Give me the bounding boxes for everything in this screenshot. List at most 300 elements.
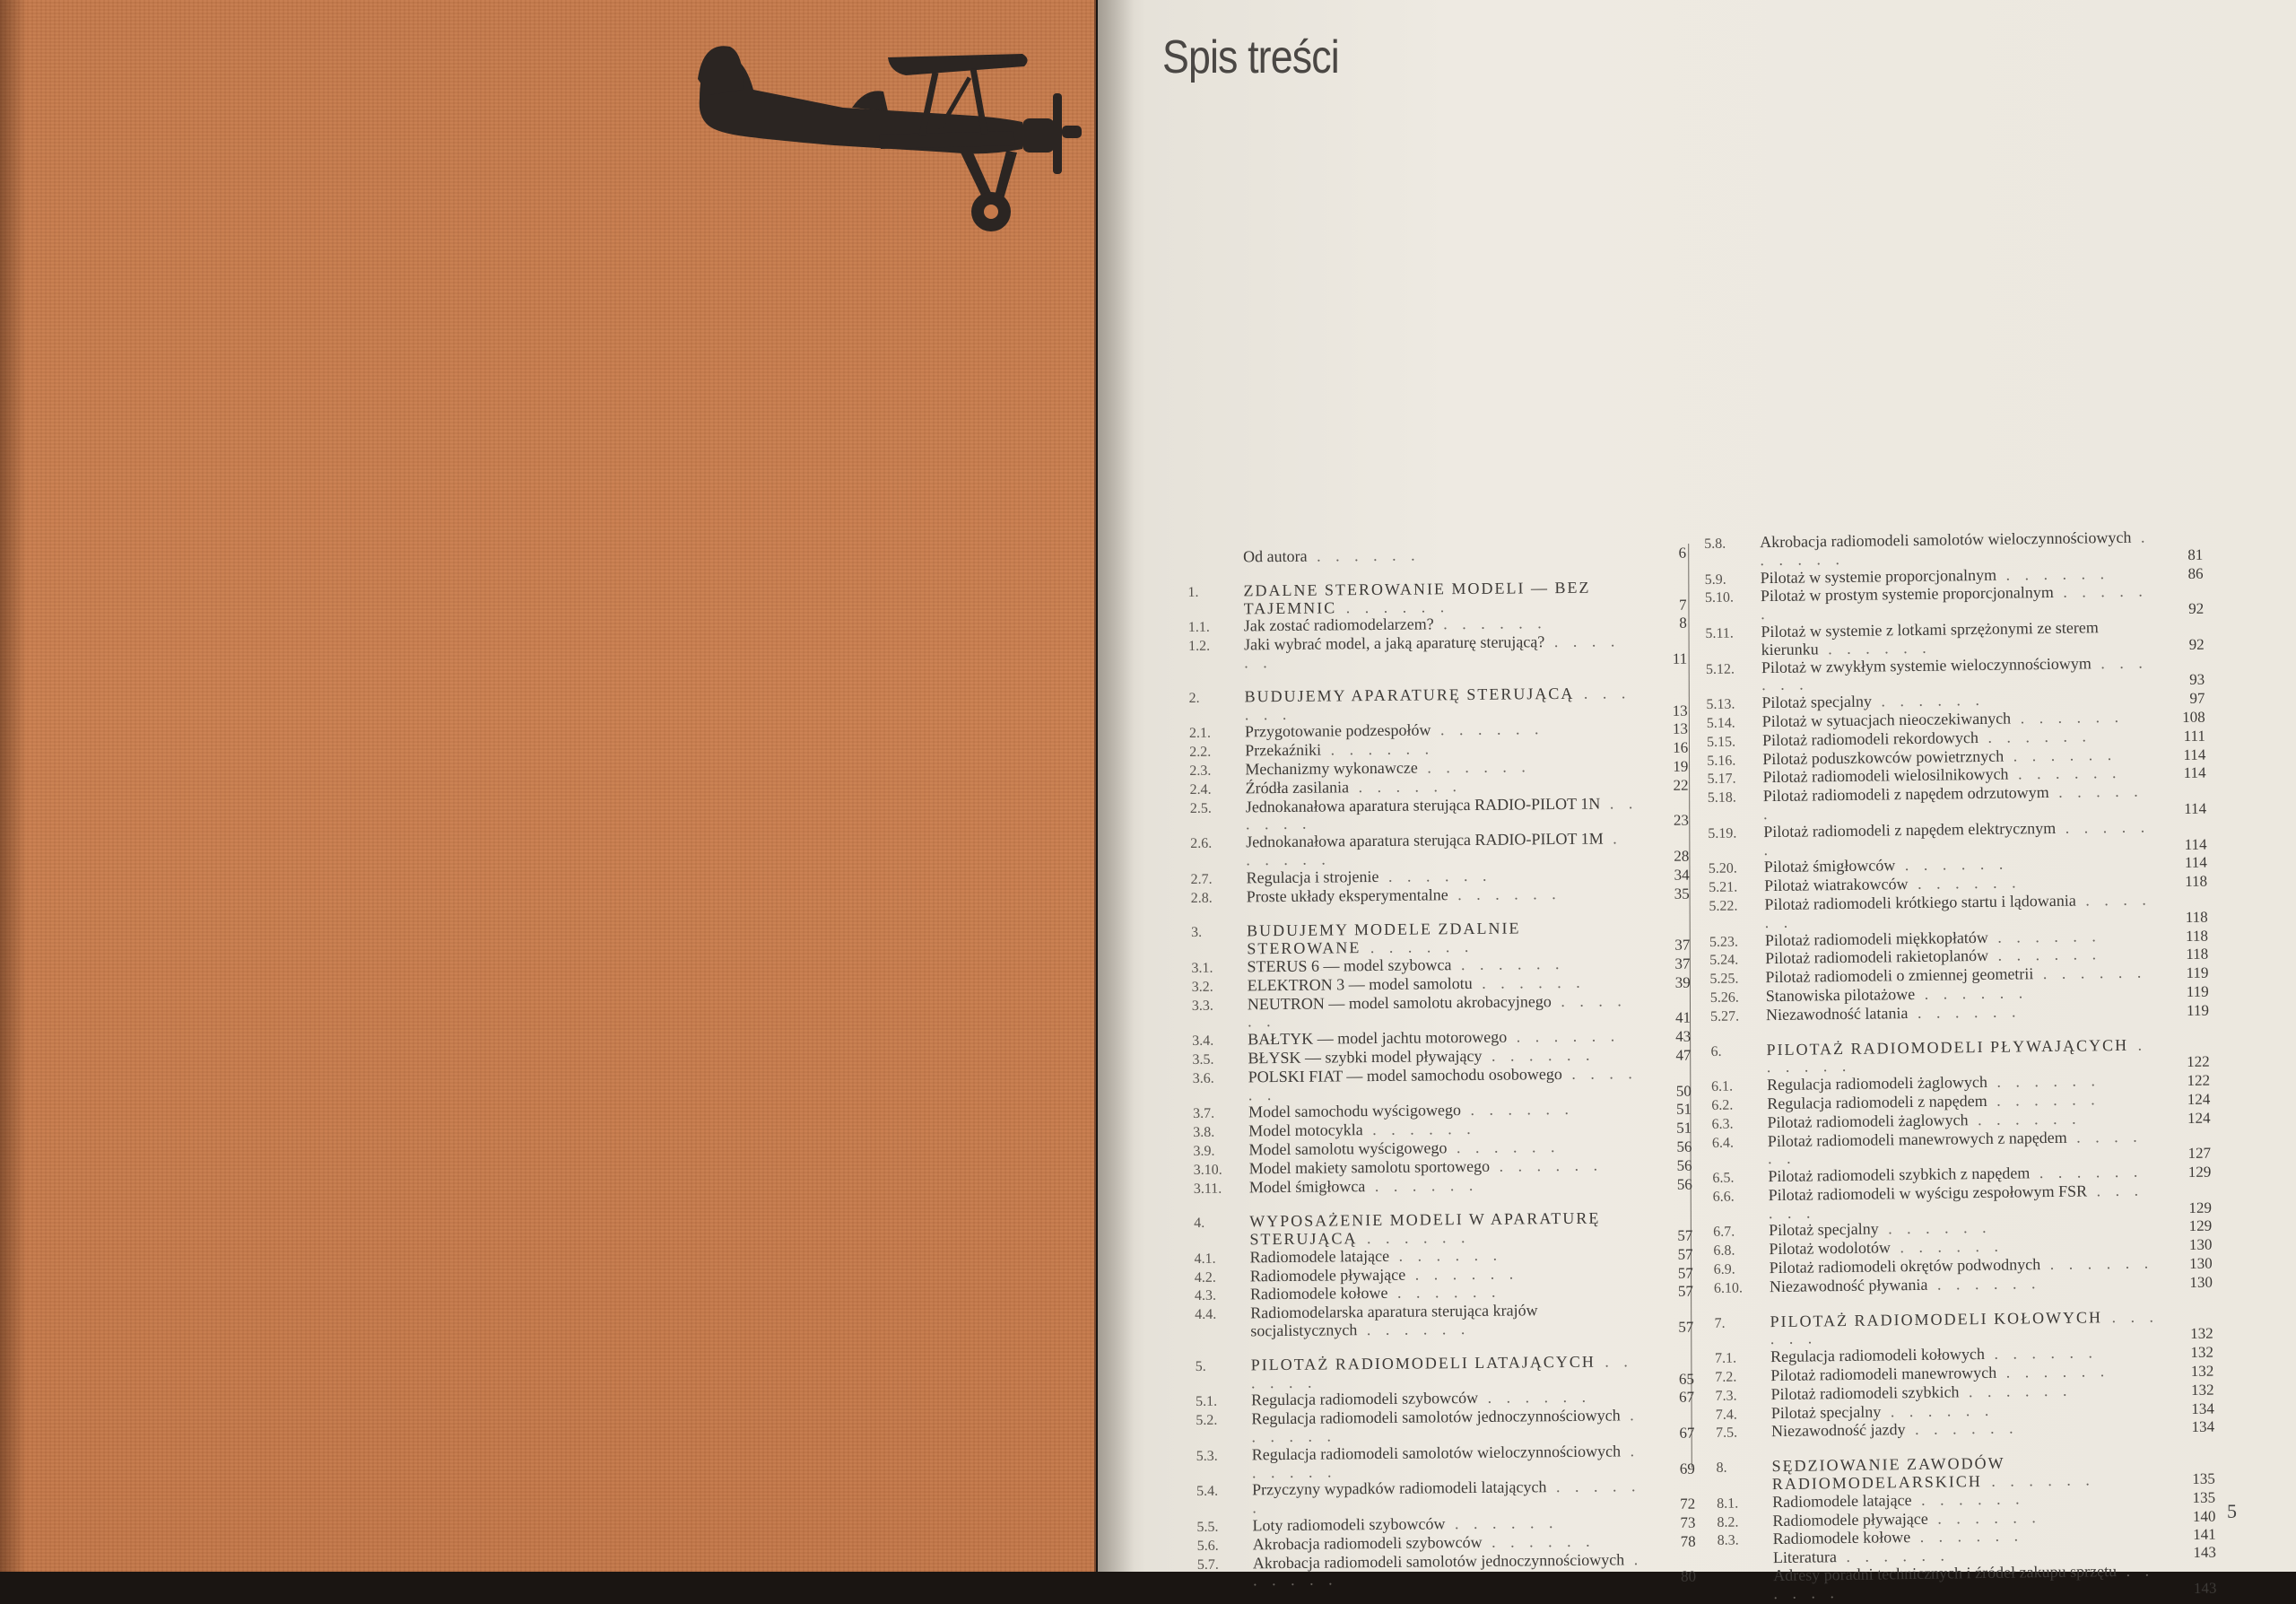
leader-dots: . . . . . . bbox=[1245, 793, 1639, 833]
toc-entry-number: 5.6. bbox=[1196, 1538, 1219, 1554]
toc-entry-page: 143 bbox=[2193, 1579, 2217, 1597]
toc-entry-title-text: Pilotaż śmigłowców bbox=[1763, 856, 1896, 876]
leader-dots: . . . . . . bbox=[1890, 1236, 2005, 1257]
toc-entry-page: 141 bbox=[2193, 1526, 2216, 1544]
toc-entry-number: 6.4. bbox=[1711, 1135, 1734, 1151]
toc-entry-title-text: Radiomodele pływające bbox=[1249, 1265, 1406, 1286]
toc-entry-page: 16 bbox=[1673, 738, 1689, 756]
toc-entry-number: 5.14. bbox=[1706, 715, 1735, 731]
toc-entry-number: 6.8. bbox=[1713, 1242, 1735, 1260]
toc-entry bbox=[1190, 830, 1692, 870]
leader-dots: . . . . . . bbox=[1252, 1477, 1641, 1517]
toc-entry-number: 2. bbox=[1188, 690, 1200, 706]
leader-dots: . . . . . . bbox=[2004, 745, 2118, 765]
toc-chapter-entry bbox=[1191, 919, 1693, 959]
toc-entry-page: 119 bbox=[2186, 982, 2209, 1000]
toc-entry-page: 8 bbox=[1679, 615, 1687, 632]
toc-entry-page: 50 bbox=[1675, 1082, 1692, 1100]
toc-entry-title-text: Pilotaż radiomodeli rekordowych bbox=[1761, 728, 1979, 749]
toc-entry-title-text: Regulacja radiomodeli samolotów jednoczynnościowych bbox=[1251, 1406, 1621, 1428]
toc-entry-title-text: Pilotaż w systemie proporcjonalnym bbox=[1760, 565, 1997, 587]
toc-entry-number: 5.21. bbox=[1709, 879, 1738, 896]
leader-dots: . . . . . . bbox=[1987, 1071, 2101, 1092]
toc-entry-page: 140 bbox=[2192, 1507, 2216, 1525]
toc-entry-page: 114 bbox=[2183, 745, 2206, 763]
leader-dots: . . . . . . bbox=[1878, 1218, 1992, 1239]
toc-entry-page: 135 bbox=[2192, 1469, 2215, 1488]
toc-entry-page: 132 bbox=[2190, 1362, 2214, 1381]
toc-entry-number: 6.7. bbox=[1713, 1225, 1735, 1241]
toc-entry-number: 5.16. bbox=[1707, 753, 1736, 769]
toc-entry-page: 69 bbox=[1679, 1460, 1695, 1478]
toc-entry-title bbox=[1251, 1407, 1649, 1446]
leader-dots: . . . . . . bbox=[1387, 1283, 1501, 1303]
leader-dots: . . . . . . bbox=[1357, 1228, 1471, 1248]
toc-entry-title-text: Pilotaż radiomodeli rakietoplanów bbox=[1765, 946, 1989, 968]
leader-dots: . . . . . . bbox=[1365, 1175, 1479, 1195]
toc-entry-page: 93 bbox=[2189, 671, 2205, 689]
toc-entry-title-text: Przyczyny wypadków radiomodeli latających bbox=[1251, 1478, 1547, 1499]
toc-entry bbox=[1188, 632, 1691, 673]
toc-entry-page: 130 bbox=[2189, 1254, 2213, 1273]
leader-dots: . . . . . . bbox=[1460, 1100, 1575, 1120]
leader-dots: . . . . . . bbox=[1417, 757, 1531, 777]
toc-entry-page: 67 bbox=[1679, 1424, 1695, 1442]
toc-entry-page: 134 bbox=[2191, 1418, 2215, 1436]
toc-entry-number: 5.3. bbox=[1196, 1448, 1218, 1464]
leader-dots: . . . . . . bbox=[1248, 1063, 1638, 1103]
toc-entry-title-text: Mechanizmy wykonawcze bbox=[1245, 758, 1418, 779]
leader-dots: . . . . . . bbox=[1981, 1470, 2095, 1491]
toc-entry-number: 6. bbox=[1710, 1043, 1722, 1059]
book-cover bbox=[0, 0, 1096, 1572]
toc-entry-title-text: Pilotaż specjalny bbox=[1769, 1220, 1879, 1240]
leader-dots: . . . . . . bbox=[2030, 1162, 2144, 1182]
toc-entry-title-text: PILOTAŻ RADIOMODELI PŁYWAJĄCYCH bbox=[1766, 1035, 2129, 1059]
toc-entry-page: 127 bbox=[2187, 1144, 2212, 1163]
leader-dots: . . . . . . bbox=[1405, 1264, 1519, 1284]
toc-entry-number bbox=[1187, 548, 1243, 566]
toc-entry-page: 80 bbox=[1680, 1568, 1697, 1586]
toc-entry-page: 67 bbox=[1679, 1389, 1695, 1407]
toc-entry-title-text: Pilotaż w prostym systemie proporcjonalnym bbox=[1760, 583, 2054, 606]
toc-entry bbox=[1718, 1562, 2220, 1604]
leader-dots: . . . . . . bbox=[1764, 890, 2152, 931]
toc-entry bbox=[1190, 794, 1692, 834]
toc-entry-page: 130 bbox=[2189, 1273, 2213, 1291]
leader-dots: . . . . . . bbox=[1881, 1400, 1995, 1421]
leader-dots: . . . . . . bbox=[1445, 1513, 1559, 1533]
toc-entry-title-text: Literatura bbox=[1772, 1547, 1838, 1567]
toc-entry-number: 4.4. bbox=[1195, 1307, 1217, 1323]
toc-right-column bbox=[1704, 528, 2221, 1604]
toc-entry-page: 23 bbox=[1673, 812, 1690, 830]
leader-dots: . . . . . . bbox=[2039, 1253, 2154, 1274]
toc-entry-number: 8. bbox=[1716, 1460, 1727, 1477]
leader-dots: . . . . . . bbox=[1908, 873, 2022, 894]
toc-entry-page: 73 bbox=[1680, 1513, 1696, 1531]
toc-entry-title-text: Regulacja i strojenie bbox=[1246, 867, 1379, 887]
leader-dots: . . . . . . bbox=[1766, 1035, 2148, 1077]
toc-entry-number: 6.9. bbox=[1713, 1261, 1735, 1278]
toc-entry-page: 47 bbox=[1675, 1046, 1692, 1064]
toc-entry-title bbox=[1763, 818, 2161, 859]
toc-entry-title-text: ZDALNE STEROWANIE MODELI — BEZ TAJEMNIC bbox=[1243, 578, 1591, 617]
toc-entry-page: 57 bbox=[1678, 1318, 1694, 1336]
leader-dots: . . . . . . bbox=[1761, 653, 2148, 694]
toc-entry-title bbox=[1770, 1273, 2168, 1297]
toc-entry-page: 92 bbox=[2188, 599, 2205, 618]
toc-entry-title-text: Pilotaż radiomodeli żaglowych bbox=[1767, 1110, 1969, 1131]
toc-entry-number: 6.2. bbox=[1711, 1097, 1734, 1113]
toc-entry-number: 5.27. bbox=[1709, 1008, 1740, 1024]
toc-entry-number: 3.6. bbox=[1192, 1070, 1214, 1086]
toc-entry-title-text: Pilotaż radiomodeli o zmiennej geometrii bbox=[1765, 964, 2034, 987]
toc-entry-number: 4.1. bbox=[1194, 1251, 1216, 1267]
toc-entry-page: 114 bbox=[2184, 854, 2207, 872]
toc-entry bbox=[1192, 991, 1694, 1032]
toc-entry-title bbox=[1764, 891, 2162, 931]
toc-entry-page: 56 bbox=[1676, 1175, 1692, 1193]
toc-entry-number: 5.11. bbox=[1705, 625, 1734, 641]
toc-chapter-entry bbox=[1188, 684, 1691, 724]
toc-entry-title-text: Regulacja radiomodeli z napędem bbox=[1767, 1091, 1987, 1113]
toc-entry-title-text: Niezawodność pływania bbox=[1769, 1275, 1928, 1295]
leader-dots: . . . . . . bbox=[1357, 1320, 1471, 1339]
toc-entry-title bbox=[1244, 684, 1642, 724]
toc-entry-number: 5.22. bbox=[1709, 898, 1738, 914]
leader-dots: . . . . . . bbox=[1250, 1352, 1633, 1392]
toc-entry-title-text: NEUTRON — model samolotu akrobacyjnego bbox=[1247, 991, 1552, 1013]
toc-entry-number: 2.3. bbox=[1189, 763, 1212, 779]
toc-entry-number: 5.4. bbox=[1196, 1484, 1219, 1500]
toc-entry-title bbox=[1247, 885, 1645, 907]
leader-dots: . . . . . . bbox=[1908, 1002, 2022, 1022]
toc-entry-number: 2.5. bbox=[1189, 800, 1212, 816]
toc-entry-page: 111 bbox=[2183, 727, 2206, 745]
toc-entry-page: 37 bbox=[1674, 936, 1691, 954]
toc-entry-number: 3.1. bbox=[1191, 960, 1213, 976]
toc-entry-title bbox=[1773, 1562, 2171, 1602]
toc-entry bbox=[1193, 1064, 1695, 1104]
toc-entry-title-text: Radiomodele latające bbox=[1771, 1490, 1912, 1511]
leader-dots: . . . . . . bbox=[1252, 1549, 1644, 1590]
leader-dots: . . . . . . bbox=[1978, 727, 2092, 746]
leader-dots: . . . . . . bbox=[2010, 707, 2125, 728]
toc-entry-page: 56 bbox=[1676, 1138, 1692, 1155]
toc-entry-page: 129 bbox=[2188, 1199, 2212, 1216]
toc-entry-number: 5.26. bbox=[1709, 989, 1739, 1006]
toc-entry-page: 118 bbox=[2186, 946, 2209, 963]
toc-entry-title-text: Pilotaż specjalny bbox=[1770, 1402, 1882, 1422]
toc-entry-title bbox=[1248, 1065, 1647, 1104]
leader-dots: . . . . . . bbox=[1768, 1181, 2144, 1222]
toc-entry-title bbox=[1244, 632, 1642, 672]
toc-entry-page: 43 bbox=[1675, 1027, 1692, 1045]
toc-entry-title bbox=[1243, 579, 1641, 618]
toc-entry-title-text: Model samolotu wyścigowego bbox=[1248, 1138, 1448, 1159]
leader-dots: . . . . . . bbox=[1987, 926, 2101, 946]
toc-entry-page: 119 bbox=[2186, 1001, 2210, 1019]
toc-entry-number: 5.7. bbox=[1196, 1556, 1219, 1573]
toc-entry-page: 86 bbox=[2187, 564, 2204, 582]
toc-entry-number: 2.1. bbox=[1188, 726, 1212, 742]
toc-entry-number: 6.5. bbox=[1712, 1170, 1735, 1187]
toc-entry-title-text: Radiomodele kołowe bbox=[1772, 1528, 1911, 1548]
toc-entry-title-text: BAŁTYK — model jachtu motorowego bbox=[1248, 1027, 1508, 1049]
toc-entry-page: 129 bbox=[2187, 1163, 2212, 1181]
toc-entry-title bbox=[1248, 992, 1646, 1032]
toc-entry-title-text: Od autora bbox=[1242, 546, 1308, 566]
toc-entry-title-text: Pilotaż radiomodeli szybkich bbox=[1770, 1382, 1960, 1403]
leader-dots: . . . . . . bbox=[1244, 684, 1631, 723]
toc-entry-page: 135 bbox=[2192, 1488, 2216, 1506]
leader-dots: . . . . . . bbox=[1871, 691, 1986, 710]
leader-dots: . . . . . . bbox=[1448, 884, 1561, 903]
leader-dots: . . . . . . bbox=[1451, 954, 1565, 974]
toc-entry-number: 3.2. bbox=[1191, 979, 1213, 995]
toc-entry-page: 35 bbox=[1674, 885, 1690, 902]
toc-entry-number: 5.17. bbox=[1707, 771, 1736, 788]
toc-entry-title-text: Przygotowanie podzespołów bbox=[1244, 720, 1431, 741]
toc-entry-page: 78 bbox=[1680, 1532, 1696, 1550]
leader-dots: . . . . . . bbox=[1767, 1127, 2143, 1168]
toc-entry bbox=[1196, 1478, 1699, 1518]
toc-entry-number: 5.19. bbox=[1708, 825, 1737, 841]
leader-dots: . . . . . . bbox=[2033, 963, 2147, 983]
toc-entry-title-text: ELEKTRON 3 — model samolotu bbox=[1247, 973, 1473, 995]
leader-dots: . . . . . . bbox=[1348, 776, 1463, 797]
toc-entry bbox=[1197, 1550, 1700, 1591]
page-title: Spis treści bbox=[1162, 31, 1339, 83]
toc-entry-page: 122 bbox=[2187, 1071, 2211, 1090]
toc-entry-page: 97 bbox=[2189, 689, 2205, 708]
biplane-silhouette-icon bbox=[691, 36, 1085, 233]
toc-entry-number: 5.2. bbox=[1196, 1412, 1218, 1429]
toc-entry-title bbox=[1769, 1181, 2167, 1222]
leader-dots: . . . . . . bbox=[1246, 829, 1622, 869]
toc-page bbox=[1098, 0, 2296, 1602]
toc-entry-number: 7.4. bbox=[1715, 1407, 1737, 1423]
toc-entry-title-text: STERUS 6 — model szybowca bbox=[1247, 955, 1452, 976]
toc-entry-title-text: PILOTAŻ RADIOMODELI LATAJĄCYCH bbox=[1250, 1352, 1596, 1374]
toc-chapter-entry bbox=[1196, 1352, 1698, 1392]
toc-entry-title-text: Akrobacja radiomodeli szybowców bbox=[1252, 1532, 1483, 1554]
toc-entry-number: 7. bbox=[1714, 1315, 1726, 1331]
toc-chapter-entry bbox=[1187, 578, 1690, 618]
toc-entry-number: 2.8. bbox=[1190, 890, 1213, 906]
leader-dots: . . . . . . bbox=[1388, 1245, 1503, 1265]
toc-entry-number: 3. bbox=[1191, 925, 1203, 941]
toc-entry-number: 3.5. bbox=[1192, 1051, 1214, 1068]
toc-entry-title-text: Radiomodele kołowe bbox=[1249, 1284, 1388, 1303]
toc-entry-number bbox=[1718, 1567, 1774, 1603]
toc-entry-title-text: Akrobacja radiomodeli samolotów wieloczynnościowych bbox=[1759, 527, 2132, 552]
toc-entry-page: 92 bbox=[2188, 635, 2205, 653]
toc-entry-title-text: Radiomodele pływające bbox=[1772, 1509, 1928, 1530]
leader-dots: . . . . . . bbox=[1915, 983, 2029, 1003]
toc-entry-title bbox=[1249, 1209, 1648, 1249]
toc-entry-title-text: Jednokanałowa aparatura sterująca RADIO-PILOT 1M bbox=[1246, 829, 1604, 851]
toc-entry-page: 114 bbox=[2184, 835, 2207, 853]
toc-entry-page: 57 bbox=[1677, 1283, 1694, 1301]
toc-entry-page: 130 bbox=[2188, 1235, 2213, 1254]
toc-entry-page: 51 bbox=[1675, 1100, 1692, 1119]
leader-dots: . . . . . . bbox=[1431, 719, 1544, 739]
leader-dots: . . . . . . bbox=[2008, 763, 2122, 783]
toc-entry-number: 3.11. bbox=[1193, 1181, 1222, 1197]
leader-dots: . . . . . . bbox=[1905, 1418, 2019, 1439]
toc-entry-title bbox=[1246, 830, 1644, 869]
toc-entry-title-text: SĘDZIOWANIE ZAWODÓW RADIOMODELARSKICH bbox=[1771, 1453, 2005, 1494]
toc-entry-number bbox=[1718, 1549, 1773, 1568]
leader-dots: . . . . . . bbox=[1818, 638, 1932, 658]
toc-entry-number: 1.2. bbox=[1187, 638, 1211, 655]
toc-entry bbox=[1196, 1442, 1699, 1482]
leader-dots: . . . . . . bbox=[1770, 1307, 2160, 1348]
leader-dots: . . . . . . bbox=[1927, 1274, 2041, 1294]
toc-entry-page: 129 bbox=[2188, 1217, 2213, 1235]
toc-entry-title-text: Pilotaż radiomodeli z napędem elektrycznym bbox=[1763, 818, 2057, 841]
toc-entry-number: 5.5. bbox=[1196, 1519, 1219, 1535]
toc-entry bbox=[1196, 1407, 1698, 1447]
leader-dots: . . . . . . bbox=[1996, 563, 2110, 584]
toc-entry-page: 39 bbox=[1674, 973, 1691, 991]
toc-entry-page: 118 bbox=[2185, 908, 2208, 926]
leader-dots: . . . . . . bbox=[1321, 739, 1435, 759]
toc-entry-title-text: POLSKI FIAT — model samochodu osobowego bbox=[1248, 1064, 1562, 1086]
toc-entry-number: 6.3. bbox=[1711, 1116, 1734, 1132]
toc-entry-title-text: Pilotaż specjalny bbox=[1761, 692, 1873, 712]
leader-dots: . . . . . . bbox=[1477, 1388, 1592, 1408]
toc-entry-page: 81 bbox=[2187, 545, 2204, 563]
toc-entry-page: 57 bbox=[1677, 1245, 1693, 1263]
toc-entry-number: 5.24. bbox=[1709, 952, 1739, 969]
leader-dots: . . . . . . bbox=[1927, 1507, 2041, 1528]
toc-entry-number: 5.25. bbox=[1709, 971, 1739, 988]
toc-entry-title bbox=[1771, 1453, 2170, 1494]
toc-entry-title-text: Regulacja radiomodeli żaglowych bbox=[1766, 1073, 1988, 1094]
toc-entry-title-text: Pilotaż radiomodeli wielosilnikowych bbox=[1762, 764, 2009, 787]
leader-dots: . . . . . . bbox=[1987, 1090, 2100, 1110]
leader-dots: . . . . . . bbox=[1763, 817, 2151, 859]
toc-entry-page: 132 bbox=[2190, 1325, 2213, 1343]
toc-entry-number: 5.8. bbox=[1704, 536, 1726, 552]
toc-entry-number: 3.9. bbox=[1193, 1143, 1215, 1159]
toc-entry-page: 7 bbox=[1679, 596, 1687, 614]
leader-dots: . . . . . . bbox=[1987, 945, 2102, 965]
toc-entry-page: 132 bbox=[2190, 1381, 2214, 1399]
toc-entry-title-text: Loty radiomodeli szybowców bbox=[1252, 1514, 1446, 1535]
toc-entry-page: 134 bbox=[2191, 1399, 2214, 1417]
toc-entry-page: 51 bbox=[1676, 1119, 1692, 1137]
leader-dots: . . . . . . bbox=[1836, 1546, 1951, 1566]
leader-dots: . . . . . . bbox=[1472, 972, 1586, 992]
toc-entry-number: 8.1. bbox=[1717, 1495, 1739, 1512]
toc-entry-title bbox=[1251, 1353, 1649, 1392]
page-number: 5 bbox=[2227, 1500, 2237, 1522]
toc-entry-title-text: Niezawodność jazdy bbox=[1770, 1420, 1906, 1441]
toc-entry-title-text: Pilotaż radiomodeli manewrowych z napędem bbox=[1767, 1128, 2067, 1150]
toc-entry-title bbox=[1250, 1301, 1648, 1340]
toc-entry bbox=[1195, 1301, 1697, 1341]
toc-entry-title bbox=[1252, 1478, 1650, 1518]
toc-entry-title-text: Pilotaż radiomodeli miękkopłatów bbox=[1764, 928, 1988, 949]
toc-entry-title-text: Pilotaż poduszkowców powietrznych bbox=[1762, 746, 2005, 768]
toc-entry-page: 13 bbox=[1672, 720, 1689, 738]
toc-entry-number: 6.6. bbox=[1712, 1189, 1735, 1205]
toc-entry-page: 122 bbox=[2187, 1052, 2210, 1071]
toc-entry-title-text: Model makiety samolotu sportowego bbox=[1248, 1156, 1491, 1178]
toc-entry-title-text: Regulacja radiomodeli samolotów wieloczynnościowych bbox=[1251, 1442, 1622, 1464]
toc-entry-number: 5.20. bbox=[1708, 860, 1737, 877]
toc-entry-number: 8.2. bbox=[1717, 1514, 1739, 1530]
toc-entry-page: 13 bbox=[1672, 702, 1688, 719]
toc-entry-title bbox=[1249, 1175, 1648, 1198]
toc-entry-number: 4.2. bbox=[1194, 1269, 1216, 1286]
leader-dots: . . . . . . bbox=[1336, 597, 1450, 617]
leader-dots: . . . . . . bbox=[1482, 1045, 1596, 1065]
toc-entry-number: 2.7. bbox=[1190, 871, 1213, 887]
toc-entry-number: 5.23. bbox=[1709, 934, 1739, 950]
toc-entry-page: 118 bbox=[2185, 927, 2209, 945]
toc-entry-number: 4.3. bbox=[1194, 1288, 1217, 1304]
leader-dots: . . . . . . bbox=[1996, 1362, 2110, 1382]
toc-entry-title-text: Regulacja radiomodeli szybowców bbox=[1251, 1389, 1479, 1409]
toc-entry-number: 5. bbox=[1195, 1358, 1206, 1374]
leader-dots: . . . . . . bbox=[1895, 854, 2009, 875]
toc-entry-page: 41 bbox=[1674, 1008, 1692, 1027]
leader-dots: . . . . . . bbox=[1507, 1026, 1621, 1046]
toc-entry-title-text: Pilotaż wodolotów bbox=[1769, 1238, 1892, 1259]
toc-entry-title-text: Jednokanałowa aparatura sterująca RADIO-PILOT 1N bbox=[1245, 794, 1601, 815]
toc-entry-title-text: Pilotaż radiomodeli manewrowych bbox=[1770, 1363, 1997, 1385]
toc-entry-page: 114 bbox=[2184, 799, 2207, 817]
leader-dots: . . . . . . bbox=[1489, 1155, 1604, 1175]
toc-entry-title-text: PILOTAŻ RADIOMODELI KOŁOWYCH bbox=[1770, 1307, 2103, 1330]
toc-entry-title-text: Pilotaż w sytuacjach nieoczekiwanych bbox=[1761, 709, 2012, 731]
leader-dots: . . . . . . bbox=[1482, 1531, 1596, 1551]
leader-dots: . . . . . . bbox=[1362, 1120, 1476, 1139]
leader-dots: . . . . . . bbox=[1773, 1561, 2155, 1602]
toc-entry-page: 37 bbox=[1674, 955, 1691, 972]
toc-entry-number: 5.9. bbox=[1704, 571, 1726, 588]
leader-dots: . . . . . . bbox=[1378, 866, 1492, 885]
toc-entry-title-text: Pilotaż radiomodeli szybkich z napędem bbox=[1768, 1164, 2031, 1186]
toc-entry-page: 19 bbox=[1673, 757, 1689, 775]
toc-entry-title-text: Jak zostać radiomodelarzem? bbox=[1243, 615, 1434, 635]
toc-entry-title-text: Model śmigłowca bbox=[1248, 1176, 1366, 1196]
leader-dots: . . . . . . bbox=[1968, 1109, 2082, 1129]
toc-entry-title bbox=[1761, 583, 2159, 623]
toc-entry-number: 8.3. bbox=[1717, 1533, 1739, 1549]
toc-entry-title-text: Radiomodelarska aparatura sterująca krajów socjalistycznych bbox=[1250, 1301, 1538, 1340]
toc-entry bbox=[1191, 884, 1693, 907]
toc-entry-number: 1. bbox=[1187, 584, 1199, 600]
toc-entry-number: 5.18. bbox=[1707, 789, 1736, 806]
toc-entry-title-text: Jaki wybrać model, a jaką aparaturę sterującą? bbox=[1243, 632, 1545, 654]
toc-entry-number: 3.7. bbox=[1192, 1106, 1215, 1122]
toc-entry-page: 118 bbox=[2185, 872, 2208, 891]
toc-entry-page: 143 bbox=[2193, 1543, 2217, 1562]
toc-entry-title bbox=[1243, 545, 1641, 566]
toc-entry-title bbox=[1253, 1551, 1651, 1591]
toc-entry-page: 6 bbox=[1678, 544, 1687, 562]
leader-dots: . . . . . . bbox=[1251, 1406, 1639, 1446]
toc-entry-number: 7.2. bbox=[1715, 1369, 1737, 1385]
leader-dots: . . . . . . bbox=[1909, 1526, 2024, 1547]
toc-entry-title-text: Pilotaż w zwykłym systemie wieloczynnościowym bbox=[1761, 653, 2092, 676]
